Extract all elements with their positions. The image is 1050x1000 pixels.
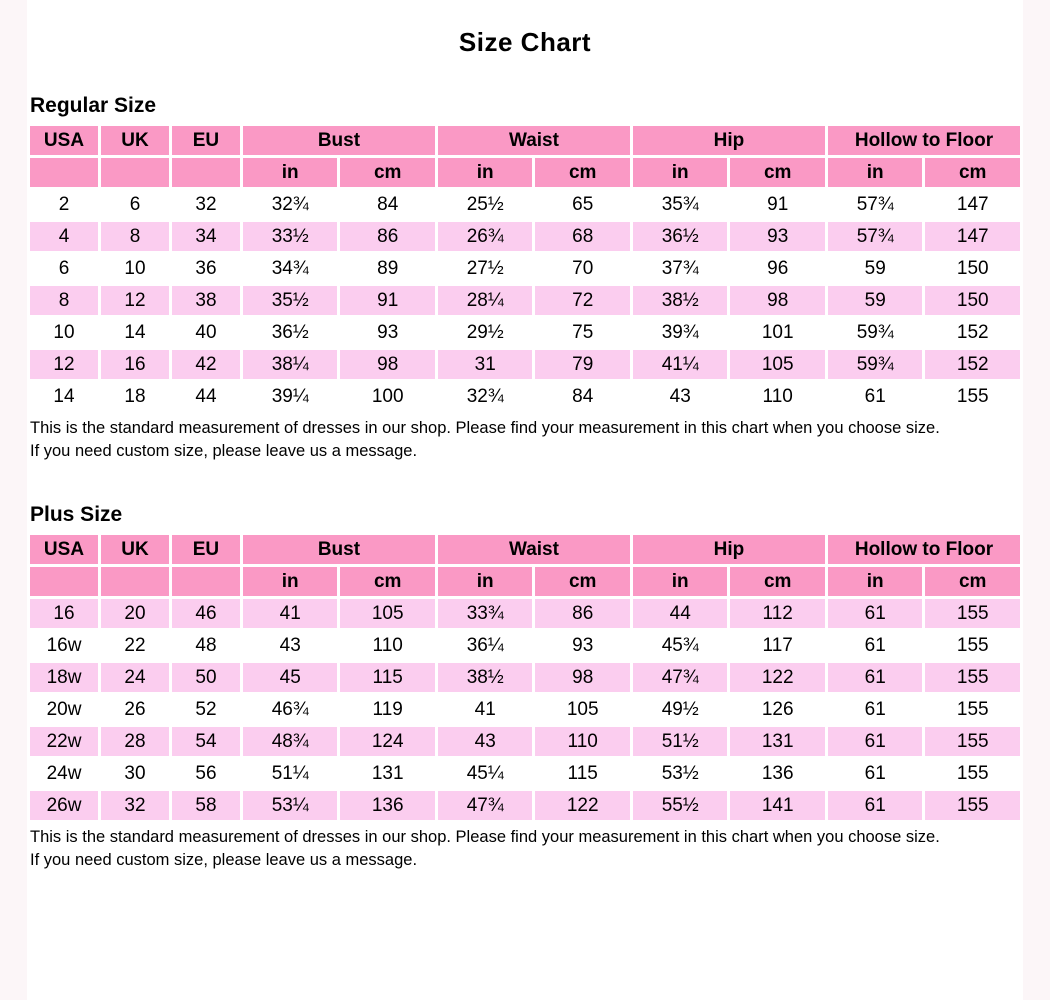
table-cell: 147: [924, 221, 1022, 253]
table-cell: 98: [339, 349, 437, 381]
table-cell: 33½: [241, 221, 339, 253]
table-cell: 122: [729, 662, 827, 694]
unit-header: in: [436, 566, 534, 598]
table-cell: 38½: [631, 285, 729, 317]
table-cell: 155: [924, 694, 1022, 726]
measurement-note: [27, 417, 1023, 463]
regular-size-section: [27, 94, 1023, 463]
table-cell: 136: [339, 790, 437, 822]
table-cell: 84: [339, 189, 437, 221]
table-row: [29, 189, 1022, 221]
table-cell: 98: [534, 662, 632, 694]
table-cell: 56: [170, 758, 241, 790]
table-cell: 53¼: [241, 790, 339, 822]
table-cell: 26: [99, 694, 170, 726]
table-cell: 49½: [631, 694, 729, 726]
table-cell: 38: [170, 285, 241, 317]
table-cell: 37¾: [631, 253, 729, 285]
table-cell: 152: [924, 349, 1022, 381]
table-cell: 6: [29, 253, 100, 285]
table-cell: 39¼: [241, 381, 339, 413]
column-header: EU: [170, 125, 241, 157]
table-cell: 10: [29, 317, 100, 349]
plus-size-table: [27, 532, 1023, 823]
table-cell: 32¾: [241, 189, 339, 221]
table-cell: 61: [826, 694, 924, 726]
table-cell: 131: [729, 726, 827, 758]
table-cell: 59: [826, 285, 924, 317]
header-row: [29, 534, 1022, 566]
table-cell: 105: [534, 694, 632, 726]
table-cell: 38½: [436, 662, 534, 694]
table-cell: 59¾: [826, 349, 924, 381]
table-cell: 16: [29, 598, 100, 630]
table-row: [29, 758, 1022, 790]
table-cell: 45¼: [436, 758, 534, 790]
table-cell: 40: [170, 317, 241, 349]
table-cell: 41: [436, 694, 534, 726]
table-cell: 41: [241, 598, 339, 630]
regular-size-table-head: [29, 125, 1022, 189]
table-cell: 18: [99, 381, 170, 413]
table-cell: 72: [534, 285, 632, 317]
table-cell: 105: [729, 349, 827, 381]
table-cell: 45¾: [631, 630, 729, 662]
column-header: USA: [29, 125, 100, 157]
table-cell: 93: [729, 221, 827, 253]
table-cell: 155: [924, 790, 1022, 822]
note-line-1: This is the standard measurement of dresses in our shop. Please find your measurement in this chart when you choose size.: [30, 828, 940, 847]
table-row: [29, 598, 1022, 630]
unit-header: cm: [534, 157, 632, 189]
table-cell: 61: [826, 758, 924, 790]
unit-header: cm: [729, 157, 827, 189]
table-cell: 46: [170, 598, 241, 630]
table-cell: 101: [729, 317, 827, 349]
table-cell: 50: [170, 662, 241, 694]
table-cell: 18w: [29, 662, 100, 694]
table-row: [29, 349, 1022, 381]
table-cell: 27½: [436, 253, 534, 285]
table-cell: 26w: [29, 790, 100, 822]
table-cell: 57¾: [826, 189, 924, 221]
table-cell: 52: [170, 694, 241, 726]
table-cell: 4: [29, 221, 100, 253]
table-cell: 152: [924, 317, 1022, 349]
table-cell: 46¾: [241, 694, 339, 726]
table-cell: 91: [339, 285, 437, 317]
table-cell: 20: [99, 598, 170, 630]
plus-size-table-body: [29, 598, 1022, 822]
table-cell: 155: [924, 598, 1022, 630]
empty-header-cell: [170, 566, 241, 598]
table-cell: 8: [99, 221, 170, 253]
table-cell: 136: [729, 758, 827, 790]
empty-header-cell: [99, 157, 170, 189]
unit-header: in: [436, 157, 534, 189]
table-cell: 96: [729, 253, 827, 285]
table-cell: 16w: [29, 630, 100, 662]
table-cell: 22: [99, 630, 170, 662]
table-cell: 14: [29, 381, 100, 413]
column-group-header: Waist: [436, 125, 631, 157]
table-cell: 41¼: [631, 349, 729, 381]
table-cell: 12: [29, 349, 100, 381]
table-row: [29, 285, 1022, 317]
table-cell: 48: [170, 630, 241, 662]
unit-header: cm: [339, 566, 437, 598]
table-cell: 36½: [241, 317, 339, 349]
table-cell: 110: [339, 630, 437, 662]
table-cell: 147: [924, 189, 1022, 221]
table-cell: 44: [170, 381, 241, 413]
plus-size-heading: Plus Size: [30, 503, 123, 527]
table-row: [29, 726, 1022, 758]
table-cell: 36: [170, 253, 241, 285]
empty-header-cell: [99, 566, 170, 598]
column-group-header: Hollow to Floor: [826, 125, 1021, 157]
unit-header: in: [826, 566, 924, 598]
table-cell: 47¾: [436, 790, 534, 822]
column-header: EU: [170, 534, 241, 566]
table-cell: 36½: [631, 221, 729, 253]
unit-header: cm: [924, 157, 1022, 189]
table-cell: 45: [241, 662, 339, 694]
table-cell: 6: [99, 189, 170, 221]
table-cell: 98: [729, 285, 827, 317]
table-cell: 61: [826, 630, 924, 662]
table-cell: 48¾: [241, 726, 339, 758]
column-group-header: Bust: [241, 125, 436, 157]
table-cell: 112: [729, 598, 827, 630]
table-cell: 28: [99, 726, 170, 758]
table-cell: 32: [99, 790, 170, 822]
table-cell: 150: [924, 253, 1022, 285]
table-cell: 86: [534, 598, 632, 630]
unit-header: in: [631, 157, 729, 189]
table-cell: 122: [534, 790, 632, 822]
column-header: UK: [99, 534, 170, 566]
table-cell: 59: [826, 253, 924, 285]
unit-header: in: [241, 157, 339, 189]
unit-header-row: [29, 157, 1022, 189]
table-cell: 124: [339, 726, 437, 758]
note-line-2: If you need custom size, please leave us a message.: [30, 851, 418, 870]
table-cell: 42: [170, 349, 241, 381]
table-cell: 70: [534, 253, 632, 285]
table-cell: 53½: [631, 758, 729, 790]
table-row: [29, 662, 1022, 694]
table-cell: 35½: [241, 285, 339, 317]
size-chart-page: [27, 0, 1023, 1000]
table-cell: 34: [170, 221, 241, 253]
table-cell: 119: [339, 694, 437, 726]
table-cell: 12: [99, 285, 170, 317]
table-cell: 105: [339, 598, 437, 630]
table-cell: 44: [631, 598, 729, 630]
table-cell: 57¾: [826, 221, 924, 253]
table-cell: 10: [99, 253, 170, 285]
table-cell: 32: [170, 189, 241, 221]
unit-header: cm: [339, 157, 437, 189]
table-cell: 155: [924, 726, 1022, 758]
table-cell: 55½: [631, 790, 729, 822]
table-cell: 68: [534, 221, 632, 253]
table-cell: 58: [170, 790, 241, 822]
regular-size-heading: Regular Size: [30, 94, 157, 117]
table-cell: 110: [729, 381, 827, 413]
table-cell: 115: [534, 758, 632, 790]
table-cell: 34¾: [241, 253, 339, 285]
table-cell: 100: [339, 381, 437, 413]
plus-size-section: [27, 503, 1023, 872]
table-cell: 24w: [29, 758, 100, 790]
table-cell: 61: [826, 381, 924, 413]
table-row: [29, 630, 1022, 662]
column-group-header: Hip: [631, 534, 826, 566]
column-group-header: Waist: [436, 534, 631, 566]
table-cell: 117: [729, 630, 827, 662]
table-cell: 51¼: [241, 758, 339, 790]
table-cell: 22w: [29, 726, 100, 758]
table-cell: 61: [826, 598, 924, 630]
table-cell: 20w: [29, 694, 100, 726]
table-cell: 86: [339, 221, 437, 253]
table-row: [29, 253, 1022, 285]
table-cell: 59¾: [826, 317, 924, 349]
table-cell: 93: [339, 317, 437, 349]
table-cell: 155: [924, 381, 1022, 413]
table-row: [29, 381, 1022, 413]
table-cell: 155: [924, 758, 1022, 790]
table-cell: 126: [729, 694, 827, 726]
table-cell: 155: [924, 630, 1022, 662]
column-group-header: Hip: [631, 125, 826, 157]
page-title: Size Chart: [458, 27, 592, 57]
table-cell: 141: [729, 790, 827, 822]
table-cell: 51½: [631, 726, 729, 758]
column-group-header: Hollow to Floor: [826, 534, 1021, 566]
table-cell: 61: [826, 662, 924, 694]
table-row: [29, 221, 1022, 253]
table-cell: 39¾: [631, 317, 729, 349]
table-cell: 61: [826, 790, 924, 822]
column-header: USA: [29, 534, 100, 566]
column-header: UK: [99, 125, 170, 157]
table-row: [29, 694, 1022, 726]
table-cell: 115: [339, 662, 437, 694]
table-cell: 79: [534, 349, 632, 381]
table-cell: 28¼: [436, 285, 534, 317]
empty-header-cell: [29, 566, 100, 598]
unit-header: in: [826, 157, 924, 189]
table-row: [29, 790, 1022, 822]
unit-header: cm: [729, 566, 827, 598]
table-cell: 32¾: [436, 381, 534, 413]
table-cell: 91: [729, 189, 827, 221]
table-cell: 43: [241, 630, 339, 662]
table-cell: 61: [826, 726, 924, 758]
table-cell: 25½: [436, 189, 534, 221]
table-cell: 43: [631, 381, 729, 413]
table-cell: 8: [29, 285, 100, 317]
plus-size-table-head: [29, 534, 1022, 598]
table-cell: 38¼: [241, 349, 339, 381]
note-line-1: This is the standard measurement of dresses in our shop. Please find your measurement in this chart when you choose size.: [30, 419, 940, 437]
table-cell: 16: [99, 349, 170, 381]
unit-header: in: [631, 566, 729, 598]
table-cell: 75: [534, 317, 632, 349]
table-row: [29, 317, 1022, 349]
table-cell: 93: [534, 630, 632, 662]
table-cell: 14: [99, 317, 170, 349]
table-cell: 150: [924, 285, 1022, 317]
table-cell: 155: [924, 662, 1022, 694]
table-cell: 110: [534, 726, 632, 758]
measurement-note: [27, 826, 1023, 872]
table-cell: 24: [99, 662, 170, 694]
table-cell: 89: [339, 253, 437, 285]
unit-header: cm: [534, 566, 632, 598]
table-cell: 131: [339, 758, 437, 790]
table-cell: 33¾: [436, 598, 534, 630]
unit-header: cm: [924, 566, 1022, 598]
empty-header-cell: [170, 157, 241, 189]
header-row: [29, 125, 1022, 157]
table-cell: 65: [534, 189, 632, 221]
regular-size-table: [27, 123, 1023, 414]
table-cell: 31: [436, 349, 534, 381]
column-group-header: Bust: [241, 534, 436, 566]
table-cell: 35¾: [631, 189, 729, 221]
table-cell: 54: [170, 726, 241, 758]
table-cell: 84: [534, 381, 632, 413]
regular-size-table-body: [29, 189, 1022, 413]
table-cell: 43: [436, 726, 534, 758]
unit-header: in: [241, 566, 339, 598]
table-cell: 36¼: [436, 630, 534, 662]
empty-header-cell: [29, 157, 100, 189]
table-cell: 2: [29, 189, 100, 221]
note-line-2: If you need custom size, please leave us a message.: [30, 442, 418, 461]
table-cell: 29½: [436, 317, 534, 349]
table-cell: 47¾: [631, 662, 729, 694]
table-cell: 30: [99, 758, 170, 790]
table-cell: 26¾: [436, 221, 534, 253]
unit-header-row: [29, 566, 1022, 598]
